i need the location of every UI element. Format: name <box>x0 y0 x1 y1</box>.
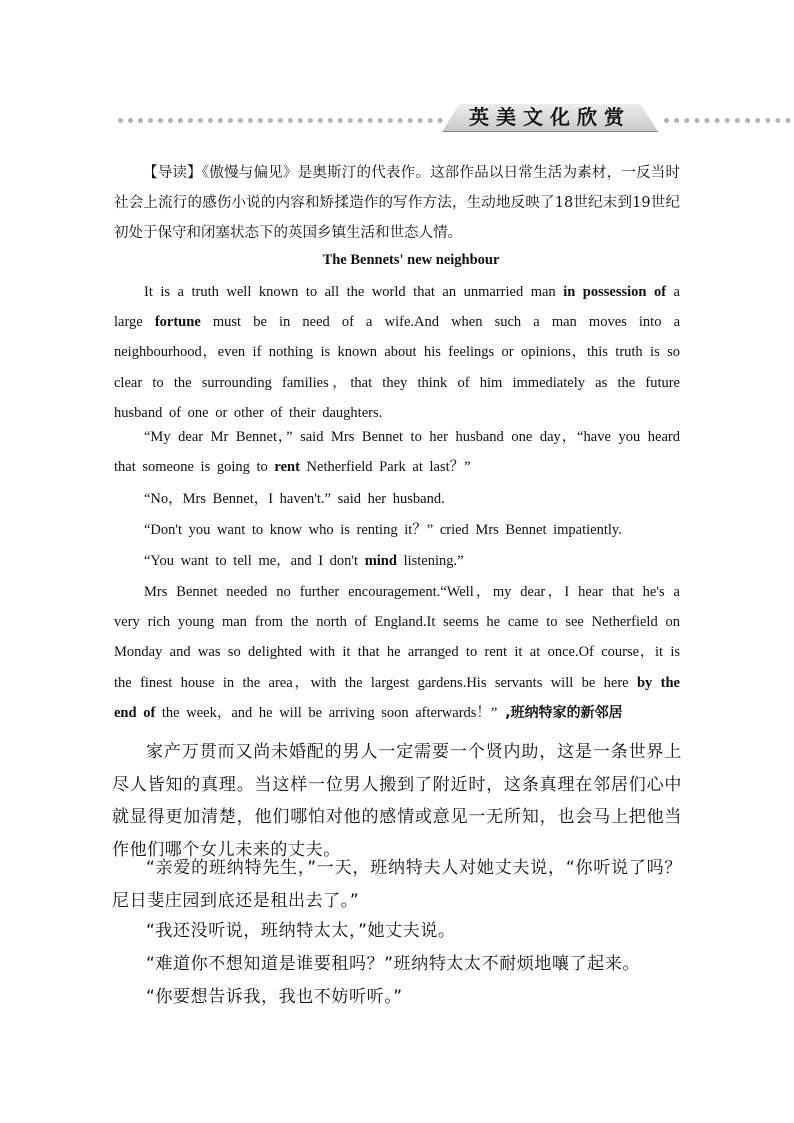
chinese-paragraph-5: “你要想告诉我，我也不妨听听。” <box>146 987 403 1007</box>
section-banner <box>112 104 776 132</box>
chinese-title: 班纳特家的新邻居 <box>510 704 623 721</box>
text-run: “My dear Mr Bennet，” said Mrs Bennet to her husband one day，“have you heard that someone is going to <box>114 429 680 476</box>
english-paragraph-1 <box>114 277 680 428</box>
banner-title: 英美文化欣赏 <box>469 105 631 129</box>
text-run: “You want to tell me，and I don't <box>144 553 365 569</box>
text-run: must be in need of a wife.And when such a man moves into a neighbourhood，even if nothing is known about his feelings or opinions，this truth is so clear to the surrounding families，that they think of him immediately as the future husband of one or other of their daughters. <box>114 314 681 421</box>
intro-paragraph <box>114 158 680 248</box>
english-paragraph-3: “No，Mrs Bennet，I haven't.” said her husband. <box>144 491 445 507</box>
intro-text: 《傲慢与偏见》是奥斯汀的代表作。这部作品以日常生活为素材，一反当时社会上流行的感伤小说的内容和矫揉造作的写作方法，生动地反映了18世纪末到19世纪初处于保守和闭塞状态下的英国乡镇生活和世态人情。 <box>114 165 681 241</box>
english-title: The Bennets' new neighbour <box>322 252 500 268</box>
bold-phrase: mind <box>364 553 397 569</box>
text-run: Netherfield Park at last？” <box>299 459 471 476</box>
english-paragraph-4: “Don't you want to know who is renting it？” cried Mrs Bennet impatiently. <box>144 522 622 538</box>
text-run: listening.” <box>396 553 464 569</box>
english-paragraph-6: Mrs Bennet needed no further encouragement.“Well，my dear，I hear that he's a very rich young man from the north of England.It seems he came to see Netherfield on Monday and was so delighted with it that he arranged to rent it at once.Of course，it is the finest house in the area，with the largest gardens.His servants will be here by the end of the week，and he will be arriving soon afterwards！” ,班纳特家的新邻居 <box>114 584 680 721</box>
chinese-paragraph-2: “亲爱的班纳特先生，”一天，班纳特夫人对她丈夫说，“你听说了吗？尼日斐庄园到底还是租出去了。” <box>112 858 682 911</box>
english-paragraph-5 <box>114 546 680 576</box>
bold-phrase: by the end of <box>114 674 680 721</box>
intro-tag: 【导读】 <box>143 165 202 181</box>
bold-phrase: rent <box>274 459 300 476</box>
bold-phrase: fortune <box>154 314 201 331</box>
banner-dots-right <box>664 118 794 123</box>
banner-dots-left <box>118 118 443 123</box>
text-run: a large <box>114 284 680 331</box>
bold-phrase: in possession of <box>563 284 667 300</box>
chinese-paragraph-4: “难道你不想知道是谁要租吗？”班纳特太太不耐烦地嚷了起来。 <box>146 954 641 974</box>
text-run: Mrs Bennet needed no further encouragement.“Well，my dear，I hear that he's a very rich young man from the north of England.It seems he came to see Netherfield on Monday and was so delighted with it that he arranged to rent it at once.Of course，it is the finest house in the area，with the largest gardens.His servants will be here <box>114 584 680 691</box>
text-run: It is a truth well known to all the world that an unmarried man <box>144 284 564 300</box>
english-paragraph-2 <box>114 422 680 482</box>
chinese-paragraph-1: 家产万贯而又尚未婚配的男人一定需要一个贤内助，这是一条世界上尽人皆知的真理。当这样一位男人搬到了附近时，这条真理在邻居们心中就显得更加清楚，他们哪怕对他的感情或意见一无所知，也会马上把他当作他们哪个女儿未来的丈夫。 <box>112 742 682 860</box>
chinese-paragraph-3: “我还没听说，班纳特太太，”她丈夫说。 <box>146 921 456 941</box>
text-run: the week，and he will be arriving soon afterwards！” <box>155 704 498 721</box>
